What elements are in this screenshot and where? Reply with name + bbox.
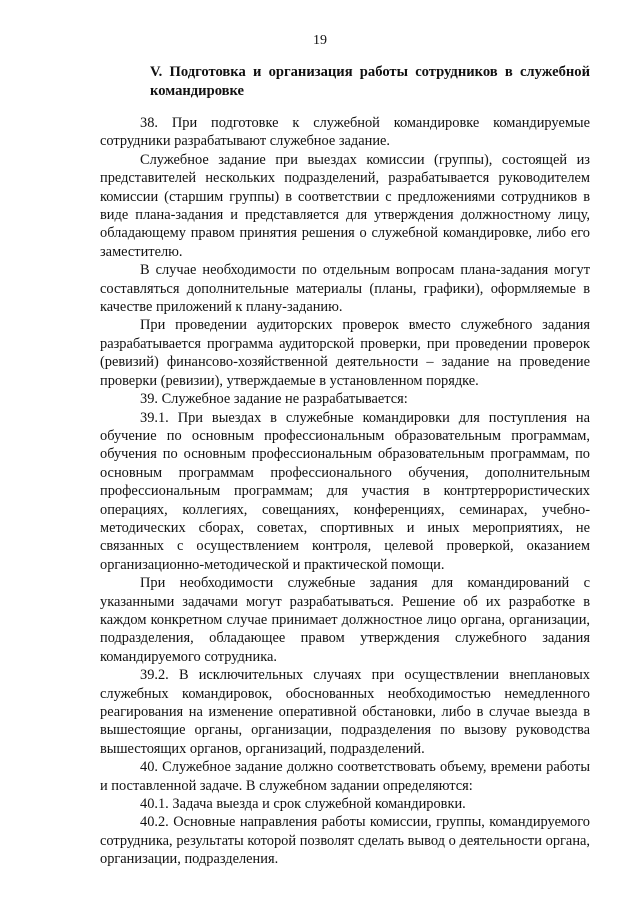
paragraph: Служебное задание при выездах комиссии (группы), состоящей из представителей нескольких подразделений, разрабатывается руководителем комиссии (старшим группы) в соответствии с предложениями сотрудников в виде плана-задания и представляется для утверждения должностному лицу, обладающему правом принятия решения о служебной командировке, либо его заместителю. (100, 151, 590, 260)
paragraph: При проведении аудиторских проверок вместо служебного задания разрабатывается программа аудиторской проверки, при проведении проверок (ревизий) финансово-хозяйственной деятельности – задание на проведение проверки (ревизии), утверждаемые в установленном порядке. (100, 317, 590, 389)
paragraph-40-2: 40.2. Основные направления работы комиссии, группы, командируемого сотрудника, результаты которой позволят сделать вывод о деятельности органа, организации, подразделения. (100, 814, 590, 868)
section-heading: V. Подготовка и организация работы сотрудников в служебной командировке (150, 64, 590, 99)
page-number: 19 (313, 33, 327, 48)
document-body (100, 114, 590, 869)
paragraph-39-1: 39.1. При выездах в служебные командировки для поступления на обучение по основным профессиональным образовательным программам, обучения по основным профессиональным образовательным программам, по основным программам профессионального обучения, дополнительным профессиональным программам; для участия в контртеррористических операциях, коллегиях, совещаниях, конференциях, семинарах, учебно-методических сборах, советах, спортивных и иных мероприятиях, не связанных с осуществлением контроля, целевой проверкой, оказанием организационно-методической и практической помощи. (100, 409, 590, 573)
paragraph: При необходимости служебные задания для командирований с указанными задачами могут разрабатываться. Решение об их разработке в каждом конкретном случае принимает должностное лицо органа, организации, подразделения, обладающее правом утверждения служебного задания командируемого сотрудника. (100, 575, 590, 665)
paragraph: В случае необходимости по отдельным вопросам плана-задания могут составляться дополнительные материалы (планы, графики), оформляемые в качестве приложений к плану-заданию. (100, 262, 590, 316)
paragraph-39-2: 39.2. В исключительных случаях при осуществлении внеплановых служебных командировок, обоснованных необходимостью немедленного реагирования на изменение оперативной обстановки, либо в случае выезда в вышестоящие органы, организации, подразделения по вызову руководства вышестоящих органов, организаций, подразделений. (100, 667, 590, 757)
paragraph-40: 40. Служебное задание должно соответствовать объему, времени работы и поставленной задаче. В служебном задании определяются: (100, 759, 590, 794)
paragraph-39: 39. Служебное задание не разрабатывается: (140, 391, 408, 408)
paragraph-38: 38. При подготовке к служебной командировке командируемые сотрудники разрабатывают служебное задание. (100, 115, 590, 150)
paragraph-40-1: 40.1. Задача выезда и срок служебной командировки. (140, 796, 466, 813)
